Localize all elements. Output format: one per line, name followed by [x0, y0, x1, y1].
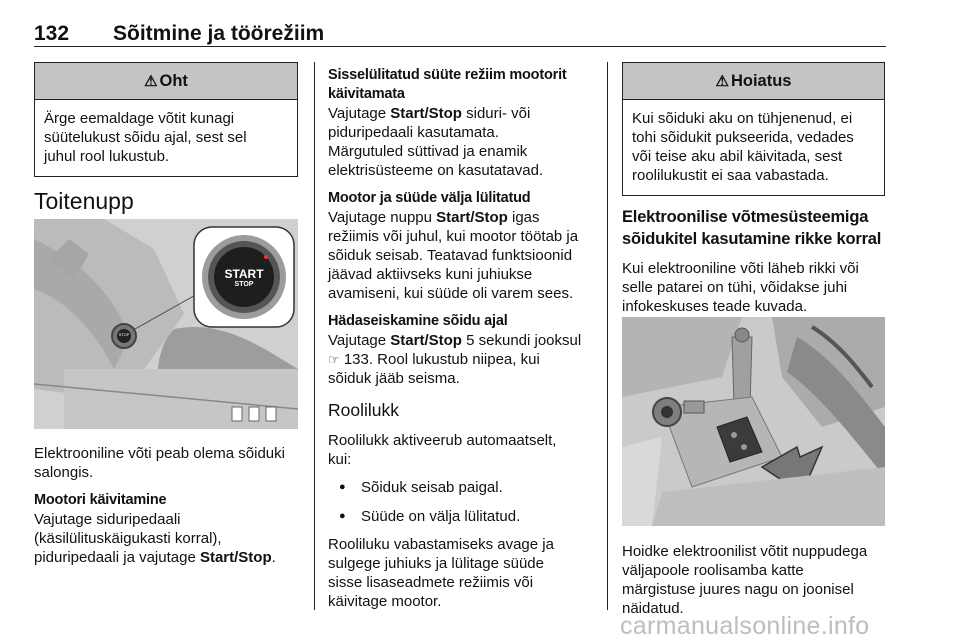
text-line: Ärge eemaldage võtit kunagi	[44, 110, 235, 127]
text-line: väljapoole roolisamba katte	[622, 562, 804, 579]
text-line: käivitamata	[328, 86, 405, 102]
text-line: Kui elektrooniline võti läheb rikki või	[622, 260, 859, 277]
text-line: avamiseni, kui süüde oli varem sees.	[328, 285, 574, 302]
subheading-engine-off: Mootor ja süüde välja lülitatud	[328, 190, 531, 206]
text-line: sisse lisaseadmete režiimis või	[328, 574, 534, 591]
text-line: siduri- või	[461, 105, 531, 122]
danger-box-title: Oht	[159, 71, 188, 90]
text-line: selle patarei on tühi, võidakse juhi	[622, 279, 848, 296]
column-left	[34, 62, 298, 215]
text-line: juhul rool lukustub.	[44, 148, 170, 165]
text-line: roolilukustit ei saa vabastada.	[632, 167, 829, 184]
bullet-list	[328, 478, 596, 526]
column-divider	[314, 62, 315, 610]
warning-triangle-icon: ⚠	[715, 73, 729, 90]
text-line: infokeskuses teade kuvada.	[622, 298, 808, 315]
text-line: sõidukitel kasutamine rikke korral	[622, 230, 882, 248]
start-button-label: START	[224, 267, 264, 281]
danger-box-header	[35, 63, 297, 100]
steering-column-figure	[622, 317, 885, 526]
text-line: Roolilukk aktiveerub automaatselt,	[328, 432, 557, 449]
section-heading-toitenupp: Toitenupp	[34, 188, 134, 214]
paragraph	[328, 535, 596, 611]
text-line: Sisselülitatud süüte režiim mootorit	[328, 67, 567, 83]
text-line: käivitage mootor.	[328, 593, 442, 610]
start-stop-term: Start/Stop	[199, 549, 272, 566]
list-item: ● Sõiduk seisab paigal.	[328, 478, 596, 497]
page-reference-link[interactable]: 133. Rool lukustub niipea, kui	[339, 351, 540, 368]
start-stop-figure	[34, 219, 298, 429]
text-line: igas	[507, 209, 540, 226]
text-line: sõiduk seisab. Teatavad funktsioonid	[328, 247, 573, 264]
text-line: Rooliluku vabastamiseks avage ja	[328, 536, 554, 553]
start-engine-section	[34, 491, 300, 567]
text-line: piduripedaali kasutamata.	[328, 124, 499, 141]
column-middle	[328, 66, 596, 611]
warning-box	[622, 62, 885, 196]
text-line: jäävad aktiivseks kuni juhiukse	[328, 266, 533, 283]
text-line: Märgutuled süttivad ja enamik	[328, 143, 528, 160]
small-button-label: STOP	[118, 332, 130, 337]
text-line: sulgege juhiuks ja lülitage süüde	[328, 555, 544, 572]
text-line: näidatud.	[622, 600, 684, 617]
watermark: carmanualsonline.info	[620, 612, 870, 640]
page-header	[34, 22, 886, 47]
section-heading-roolilukk: Roolilukk	[328, 400, 399, 420]
start-stop-term: Start/Stop	[390, 332, 462, 349]
start-stop-illustration	[34, 219, 298, 429]
text-line: elektrisüsteeme on kasutatavad.	[328, 162, 544, 179]
danger-box-text	[35, 100, 297, 176]
warning-box-title: Hoiatus	[730, 71, 792, 90]
text-line: 5 sekundi jooksul	[461, 332, 582, 349]
text-line: salongis.	[34, 464, 94, 481]
column-right	[622, 62, 885, 316]
text-line: piduripedaali ja vajutage	[34, 549, 200, 566]
text-line: Hoidke elektroonilist võtit nuppudega	[622, 543, 868, 560]
warning-box-header	[623, 63, 884, 100]
text-line: tohi sõidukit pukseerida, vedades	[632, 129, 854, 146]
text-line: märgistuse juures nagu on joonisel	[622, 581, 854, 598]
column-left-lower	[34, 444, 300, 567]
text-line: .	[271, 549, 276, 566]
section-heading-electronic-key	[622, 206, 885, 250]
text-line: Elektrooniline võti peab olema sõiduki	[34, 445, 285, 462]
text-line: režiimis või juhul, kui mootor töötab ja	[328, 228, 579, 245]
warning-triangle-icon: ⚠	[144, 73, 158, 90]
paragraph	[622, 259, 885, 316]
steering-column-illustration	[622, 317, 885, 526]
text-line: või teise aku abil käivitada, sest	[632, 148, 843, 165]
page-number: 132	[34, 22, 70, 45]
text-line: Vajutage siduripedaali	[34, 511, 181, 528]
list-item: ● Süüde on välja lülitatud.	[328, 507, 596, 526]
text-line: sõiduk jääb seisma.	[328, 370, 460, 387]
text-line: Elektroonilise võtmesüsteemiga	[622, 208, 869, 226]
figure-caption	[34, 444, 300, 482]
text-line: kui:	[328, 451, 352, 468]
stop-button-label: STOP	[234, 281, 254, 288]
paragraph	[34, 510, 300, 567]
text-line: süütelukust sõidu ajal, sest sel	[44, 129, 247, 146]
paragraph	[328, 331, 596, 388]
text-line: (käsilülituskäigukasti korral),	[34, 530, 222, 547]
paragraph	[328, 431, 596, 469]
text-line: Vajutage nuppu	[328, 209, 437, 226]
subheading-emergency-stop: Hädaseiskamine sõidu ajal	[328, 313, 508, 329]
subheading-start-engine: Mootori käivitamine	[34, 492, 167, 508]
column-right-lower	[622, 542, 886, 618]
page-reference-arrow-icon[interactable]: ☞	[328, 352, 340, 367]
page-title: Sõitmine ja töörežiim	[113, 22, 325, 45]
text-line: Vajutage	[328, 332, 391, 349]
text-line: Vajutage	[328, 105, 391, 122]
paragraph	[328, 208, 596, 303]
start-stop-term: Start/Stop	[436, 209, 508, 226]
start-stop-term: Start/Stop	[390, 105, 462, 122]
column-divider	[607, 62, 608, 610]
paragraph	[328, 104, 596, 180]
danger-box	[34, 62, 298, 177]
figure-caption	[622, 542, 886, 618]
subheading-ignition-on	[328, 66, 596, 104]
text-line: Kui sõiduki aku on tühjenenud, ei	[632, 110, 853, 127]
warning-box-text	[623, 100, 884, 195]
